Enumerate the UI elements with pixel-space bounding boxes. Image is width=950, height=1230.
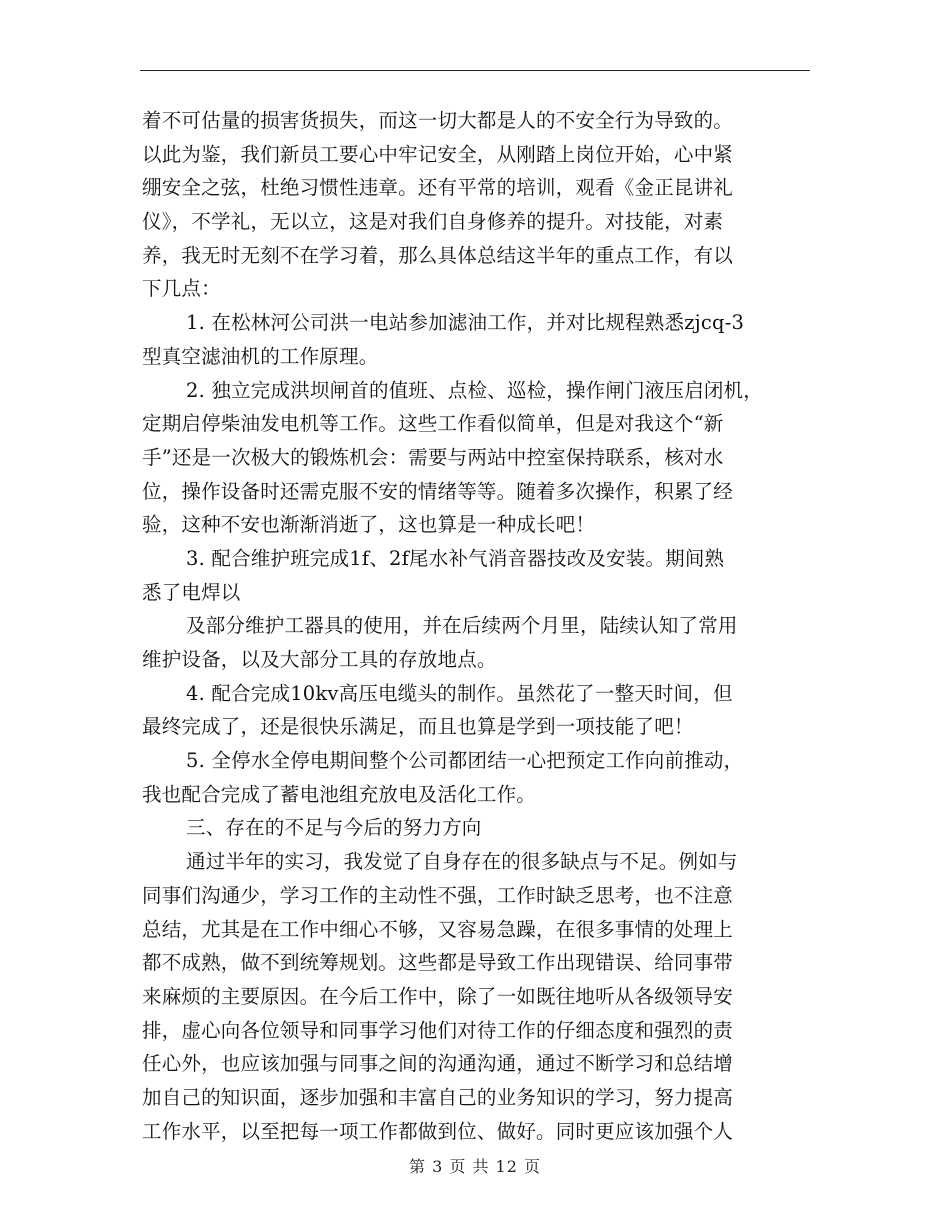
text-line: 同事们沟通少，学习工作的主动性不强，工作时缺乏思考，也不注意 [142,883,734,907]
text-line: 仪》，不学礼，无以立，这是对我们自身修养的提升。对技能，对素 [142,210,724,234]
text-line: 3. 配合维护班完成1f、2f尾水补气消音器技改及安装。期间熟 [186,546,725,570]
text-line: 手”还是一次极大的锻炼机会：需要与两站中控室保持联系，核对水 [142,445,724,469]
text-line: 维护设备，以及大部分工具的存放地点。 [142,648,497,671]
text-line: 型真空滤油机的工作原理。 [142,344,379,368]
text-line: 悉了电焊以 [142,580,241,604]
text-line: 最终完成了，还是很快乐满足，而且也算是学到一项技能了吧！ [142,715,694,739]
text-line: 排，虚心向各位领导和同事学习他们对待工作的仔细态度和强烈的责 [142,1018,734,1042]
text-line: 通过半年的实习，我发觉了自身存在的很多缺点与不足。例如与 [186,850,738,874]
text-line: 加自己的知识面，逐步加强和丰富自己的业务知识的学习，努力提高 [142,1085,734,1109]
text-line: 着不可估量的损害货损失，而这一切大都是人的不安全行为导致的。 [142,109,734,132]
text-line: 5. 全停水全停电期间整个公司都团结一心把预定工作向前推动， [186,749,744,773]
text-line: 2. 独立完成洪坝闸首的值班、点检、巡检，操作闸门液压启闭机， [186,378,764,402]
text-line: 绷安全之弦，杜绝习惯性违章。还有平常的培训，观看《金正昆讲礼 [142,176,734,200]
text-line: 养，我无时无刻不在学习着，那么具体总结这半年的重点工作，有以 [142,243,734,267]
page-number: 第 3 页 共 12 页 [409,1157,541,1176]
text-line: 总结，尤其是在工作中细心不够，又容易急躁，在很多事情的处理上 [142,917,734,941]
text-line: 任心外，也应该加强与同事之间的沟通沟通，通过不断学习和总结增 [142,1052,734,1076]
text-line: 下几点： [142,277,221,301]
text-line: 都不成熟，做不到统筹规划。这些都是导致工作出现错误、给同事带 [142,951,734,975]
text-line: 以此为鉴，我们新员工要心中牢记安全，从刚踏上岗位开始，心中紧 [142,142,734,166]
text-line: 来麻烦的主要原因。在今后工作中，除了一如既往地听从各级领导安 [142,984,734,1008]
text-line: 及部分维护工器具的使用，并在后续两个月里，陆续认知了常用 [186,614,738,638]
header-rule [140,70,810,71]
text-line: 我也配合完成了蓄电池组充放电及活化工作。 [142,782,537,806]
text-line: 三、存在的不足与今后的努力方向 [186,816,482,840]
text-line: 工作水平，以至把每一项工作都做到位、做好。同时更应该加强个人 [142,1119,734,1143]
text-line: 验，这种不安也渐渐消逝了，这也算是一种成长吧！ [142,513,596,537]
text-line: 定期启停柴油发电机等工作。这些工作看似简单，但是对我这个“新 [142,412,724,436]
text-line: 4. 配合完成10kv高压电缆头的制作。虽然花了一整天时间，但 [186,681,733,705]
text-line: 1. 在松林河公司洪一电站参加滤油工作，并对比规程熟悉zjcq-3 [186,311,745,335]
text-line: 位，操作设备时还需克服不安的情绪等等。随着多次操作，积累了经 [142,479,734,503]
document-body [142,104,812,1148]
